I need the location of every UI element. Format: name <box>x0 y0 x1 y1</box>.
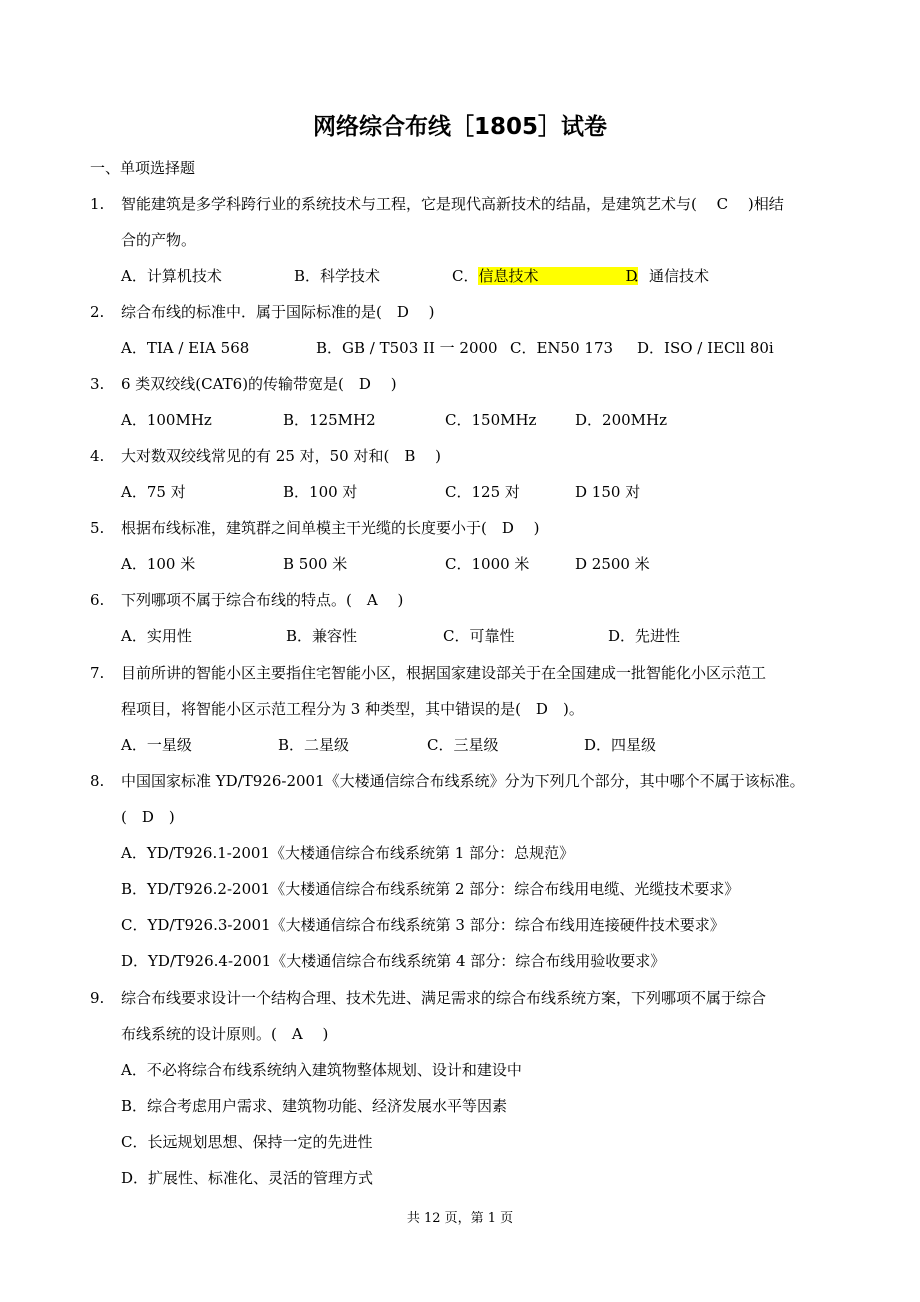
question-number: 2. <box>90 303 105 321</box>
option-d-prefix: D <box>625 267 638 285</box>
question-text: 6 类双绞线(CAT6)的传输带宽是( D ) <box>121 375 397 393</box>
question-text: 大对数双绞线常见的有 25 对，50 对和( B ) <box>121 447 441 465</box>
option-a: A．TIA / EIA 568 <box>121 339 250 357</box>
option-b: B．二星级 <box>278 736 350 754</box>
option-a: A．不必将综合布线系统纳入建筑物整体规划、设计和建设中 <box>121 1061 522 1079</box>
question-text: 目前所讲的智能小区主要指住宅智能小区，根据国家建设部关于在全国建成一批智能化小区示范工 <box>121 664 767 682</box>
question-number: 5. <box>90 519 105 537</box>
question-number: 4. <box>90 447 105 465</box>
question-number: 9. <box>90 989 105 1007</box>
question-number: 3. <box>90 375 105 393</box>
option-b: B 500 米 <box>283 555 348 573</box>
option-d: D 150 对 <box>575 483 641 501</box>
option-c: C．可靠性 <box>443 627 515 645</box>
option-d: D．ISO / IECll 80i <box>637 339 774 357</box>
option-c: C．1000 米 <box>445 555 530 573</box>
option-c: C．三星级 <box>427 736 499 754</box>
option-c: C．EN50 173 <box>510 339 614 357</box>
option-c-text: 信息技术 <box>478 267 539 285</box>
option-a: A．一星级 <box>121 736 192 754</box>
highlighted-answer <box>478 267 637 285</box>
section-heading: 一、单项选择题 <box>90 159 196 177</box>
option-a: A．75 对 <box>121 483 186 501</box>
option-d: D．200MHz <box>575 411 667 429</box>
question-number: 1. <box>90 195 105 213</box>
question-text: 下列哪项不属于综合布线的特点。( A ) <box>121 591 404 609</box>
question-text: ( D ) <box>121 808 175 826</box>
option-c: C．150MHz <box>445 411 537 429</box>
option-d: D．扩展性、标准化、灵活的管理方式 <box>121 1169 374 1187</box>
option-c: C．YD/T926.3-2001《大楼通信综合布线系统第 3 部分：综合布线用连接硬件技术要求》 <box>121 916 725 934</box>
option-b: B．兼容性 <box>286 627 358 645</box>
option-c <box>452 266 638 286</box>
question-text: 综合布线的标准中．属于国际标准的是( D ) <box>121 303 435 321</box>
option-d: D．四星级 <box>584 736 657 754</box>
option-b: B．YD/T926.2-2001《大楼通信综合布线系统第 2 部分：综合布线用电缆、光缆技术要求》 <box>121 880 740 898</box>
page-title: 网络综合布线［1805］试卷 <box>312 114 607 140</box>
option-c: C．125 对 <box>445 483 520 501</box>
option-a: A．100 米 <box>121 555 196 573</box>
question-number: 8. <box>90 772 105 790</box>
question-text: 智能建筑是多学科跨行业的系统技术与工程，它是现代高新技术的结晶，是建筑艺术与( C )相结 <box>121 195 784 213</box>
question-text: 合的产物。 <box>121 231 197 249</box>
question-number: 7. <box>90 664 105 682</box>
question-text: 程项目，将智能小区示范工程分为 3 种类型，其中错误的是( D )。 <box>121 700 584 718</box>
option-a: A．计算机技术 <box>121 267 222 285</box>
option-b: B．125MH2 <box>283 411 376 429</box>
page-footer: 共 12 页，第 1 页 <box>406 1211 514 1226</box>
option-c-prefix: C． <box>452 267 479 285</box>
option-a: A．实用性 <box>121 627 192 645</box>
option-a: A．100MHz <box>121 411 212 429</box>
option-d: D 2500 米 <box>575 555 650 573</box>
question-text: 中国国家标准 YD/T926-2001《大楼通信综合布线系统》分为下列几个部分，其中哪个不属于该标准。 <box>121 772 805 790</box>
question-text: 布线系统的设计原则。( A ) <box>121 1025 329 1043</box>
option-c: C．长远规划思想、保持一定的先进性 <box>121 1133 373 1151</box>
option-a: A．YD/T926.1-2001《大楼通信综合布线系统第 1 部分：总规范》 <box>121 844 575 862</box>
option-b: B．科学技术 <box>294 267 381 285</box>
option-b: B．综合考虑用户需求、建筑物功能、经济发展水平等因素 <box>121 1097 508 1115</box>
option-d: D．YD/T926.4-2001《大楼通信综合布线系统第 4 部分：综合布线用验收要求》 <box>121 952 666 970</box>
option-b: B．100 对 <box>283 483 358 501</box>
option-d: D．先进性 <box>608 627 681 645</box>
option-d-text: ．通信技术 <box>634 267 710 285</box>
question-text: 根据布线标准，建筑群之间单模主干光缆的长度要小于( D ) <box>121 519 540 537</box>
option-b: B．GB / T503 II 一 2000 <box>316 339 498 357</box>
question-number: 6. <box>90 591 105 609</box>
question-text: 综合布线要求设计一个结构合理、技术先进、满足需求的综合布线系统方案，下列哪项不属于综合 <box>121 989 767 1007</box>
